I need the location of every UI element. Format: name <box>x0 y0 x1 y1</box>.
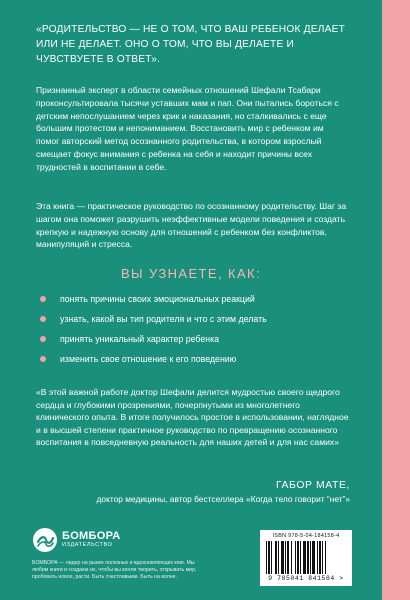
bullet-dot-icon <box>40 296 46 302</box>
headline-quote: «РОДИТЕЛЬСТВО — НЕ О ТОМ, ЧТО ВАШ РЕБЕНОК ДЕЛАЕТ ИЛИ НЕ ДЕЛАЕТ. ОНО О ТОМ, ЧТО ВЫ ДЕЛАЕТЕ И ЧУВСТВУЕТЕ В ОТВЕТ». <box>36 24 346 65</box>
description-paragraph-2: Эта книга — практическое руководство по осознанному родительству. Шаг за шагом она поможет разрушить неэффективные модели поведения и создать крепкую и надежную основу для отношений с ребенком без конфликтов, манипуляций и стресса. <box>36 201 347 250</box>
review-author: ГАБОР МАТЕ, <box>275 480 350 491</box>
learn-list <box>40 293 340 373</box>
description-paragraph-1: Признанный эксперт в области семейных отношений Шефали Тсабари проконсультировала тысячи уставших мам и пап. Они пытались бороться с детским непослушанием через крик и наказания, но сталкивались с еще большим протестом и непониманием. Восстановить мир с ребенком им помог авторский метод осознанного родительства, в котором взрослый смещает фокус внимания с ребенка на себя и находит причины всех трудностей в воспитании в себе. <box>36 85 339 172</box>
bullet-dot-icon <box>40 336 46 342</box>
bombora-logo-icon <box>32 527 58 553</box>
learn-item-text: принять уникальный характер ребенка <box>60 334 220 344</box>
learn-section-title: ВЫ УЗНАЕТЕ, КАК: <box>120 266 261 281</box>
bullet-dot-icon <box>40 356 46 362</box>
learn-list-item <box>40 293 340 313</box>
barcode-panel <box>260 530 352 586</box>
spine-accent-strip <box>382 0 410 600</box>
learn-item-text: понять причины своих эмоциональных реакций <box>60 294 255 304</box>
learn-list-item <box>40 313 340 333</box>
bullet-dot-icon <box>40 316 46 322</box>
publisher-tagline: БОМБОРА — лидер на рынке полезных и вдохновляющих книг. Мы любим книги и создаем их, чтобы вы могли творить, открывать мир, пробовать новое, расти. Быть счастливыми. Быть на волне. <box>32 560 197 580</box>
barcode-number: 9 785041 841584 > <box>268 575 344 582</box>
learn-item-text: узнать, какой вы тип родителя и что с этим делать <box>60 314 267 324</box>
learn-list-item <box>40 353 340 373</box>
publisher-subtitle: ИЗДАТЕЛЬСТВО <box>62 542 113 548</box>
review-author-title: доктор медицины, автор бестселлера «Когда тело говорит “нет”» <box>96 494 350 504</box>
isbn-text: ISBN 978-5-04-184158-4 <box>272 533 340 539</box>
barcode-icon <box>266 541 346 574</box>
publisher-name: БОМБОРА <box>62 530 121 542</box>
learn-item-text: изменить свое отношение к его поведению <box>60 354 237 364</box>
review-quote: «В этой важной работе доктор Шефали делится мудростью своего щедрого сердца и глубокими прозрениями, почерпнутыми из многолетнего клинического опыта. В итоге получилось простое в использовании, наглядное и в высшей степени практичное руководство по превращению осознанного воспитания в повседневную реальность для наших детей и для нас самих» <box>36 387 349 448</box>
learn-list-item <box>40 333 340 353</box>
